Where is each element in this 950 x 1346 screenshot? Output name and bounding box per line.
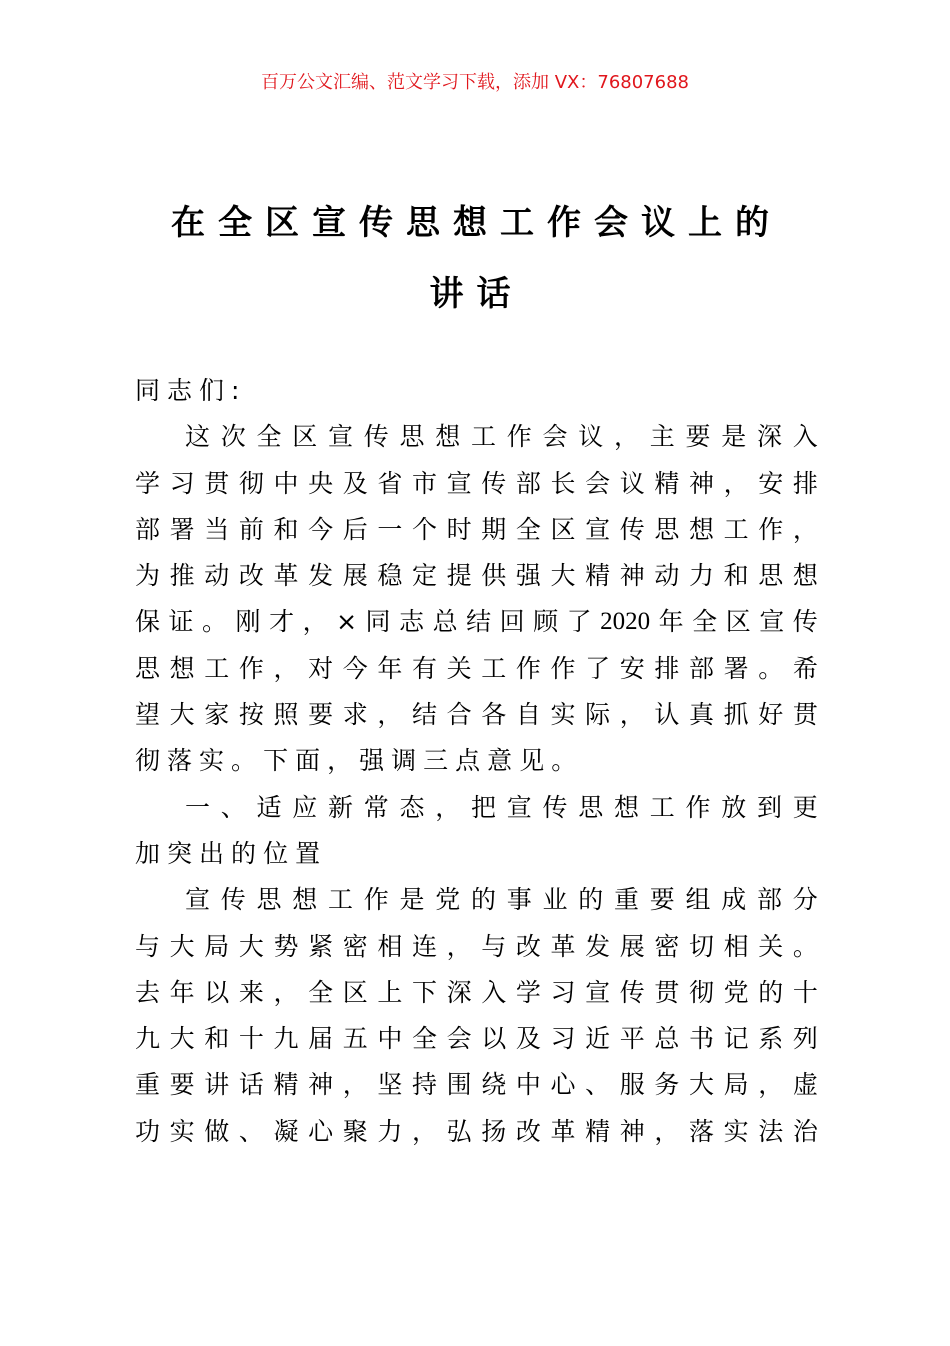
paragraph-line: 思 想 工 作 ， 对 今 年 有 关 工 作 作 了 安 排 部 署 。 希 (135, 653, 818, 683)
paragraph-line: 加 突 出 的 位 置 (135, 838, 321, 868)
paragraph-line: 与 大 局 大 势 紧 密 相 连 ， 与 改 革 发 展 密 切 相 关 。 (135, 931, 818, 961)
document-title-line2: 讲话 (429, 274, 524, 314)
paragraph-line: 望 大 家 按 照 要 求 ， 结 合 各 自 实 际 ， 认 真 抓 好 贯 (135, 700, 818, 730)
paragraph-line: 宣 传 思 想 工 作 是 党 的 事 业 的 重 要 组 成 部 分 (185, 885, 818, 915)
paragraph-line: 九 大 和 十 九 届 五 中 全 会 以 及 习 近 平 总 书 记 系 列 (135, 1024, 818, 1054)
document-title-line1: 在全区宣传思想工作会议上的 (171, 203, 782, 243)
watermark-header: 百万公文汇编、范文学习下载，添加 VX：76807688 (261, 72, 689, 93)
document-body (135, 368, 818, 1155)
paragraph-line: 学 习 贯 彻 中 央 及 省 市 宣 传 部 长 会 议 精 神 ， 安 排 (135, 468, 818, 498)
paragraph-line: 同 志 们 : (135, 376, 240, 405)
paragraph-line: 功 实 做 、 凝 心 聚 力 ， 弘 扬 改 革 精 神 ， 落 实 法 治 (135, 1116, 818, 1146)
paragraph-line: 一 、 适 应 新 常 态 ， 把 宣 传 思 想 工 作 放 到 更 (185, 792, 818, 822)
paragraph-line: 部 署 当 前 和 今 后 一 个 时 期 全 区 宣 传 思 想 工 作 ， (135, 514, 818, 544)
paragraph-line: 彻 落 实 。 下 面 ， 强 调 三 点 意 见 。 (135, 746, 577, 776)
paragraph-line: 这 次 全 区 宣 传 思 想 工 作 会 议 ， 主 要 是 深 入 (185, 422, 818, 452)
paragraph-line: 保 证 。 刚 才 ， × 同 志 总 结 回 顾 了 2020 年 全 区 宣 传 (135, 607, 818, 637)
paragraph-line: 重 要 讲 话 精 神 ， 坚 持 围 绕 中 心 、 服 务 大 局 ， 虚 (135, 1070, 818, 1100)
paragraph-line: 为 推 动 改 革 发 展 稳 定 提 供 强 大 精 神 动 力 和 思 想 (135, 561, 818, 591)
paragraph-line: 去 年 以 来 ， 全 区 上 下 深 入 学 习 宣 传 贯 彻 党 的 十 (135, 977, 818, 1007)
